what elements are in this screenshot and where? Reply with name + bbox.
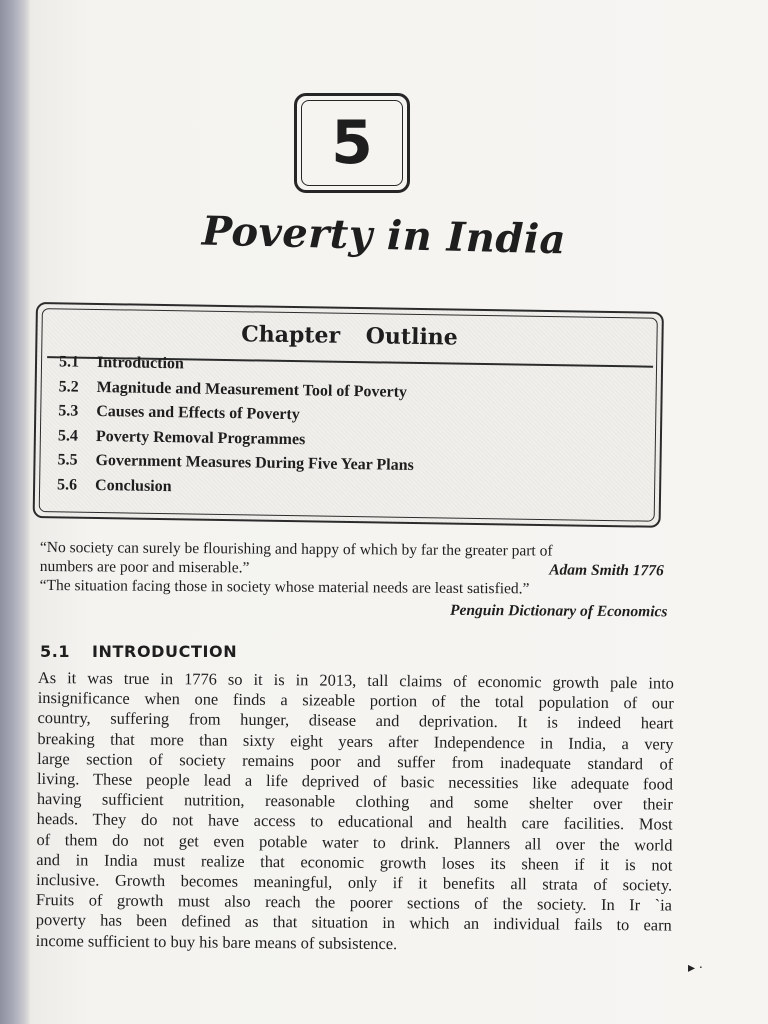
quote-text: “The situation facing those in society whose material needs are least satisfied.” [39, 576, 530, 598]
outline-item-label: Causes and Effects of Poverty [96, 402, 300, 424]
page-marks: ▸ · [688, 961, 704, 976]
outline-item-number: 5.1 [58, 353, 80, 371]
chapter-number: 5 [331, 108, 373, 178]
outline-item-number: 5.3 [58, 402, 79, 420]
outline-item-number: 5.6 [57, 475, 78, 494]
body-line: heads. They do not have access to educational and health care facilities. Most [36, 809, 673, 834]
outline-item-label: Introduction [96, 353, 185, 373]
body-line: Fruits of growth must also reach the poorer sections of the society. In Ir `ia [35, 890, 673, 915]
outline-item-label: Magnitude and Measurement Tool of Poverty [96, 378, 408, 401]
epigraph-quotes [39, 538, 668, 621]
body-line: having sufficient nutrition, reasonable clothing and some shelter over their [36, 789, 673, 814]
body-line: large section of society remains poor and suffer from inadequate standard of [37, 748, 674, 774]
outline-item-number: 5.2 [58, 377, 79, 396]
outline-heading: Chapter Outline [241, 321, 458, 351]
outline-item-number: 5.5 [57, 451, 78, 469]
body-line: of them do not get even potable water to drink. Planners all over the world [36, 829, 673, 855]
body-line: poverty has been defined as that situation in which an individual fails to earn [35, 910, 672, 935]
body-line: income sufficient to buy his bare means of subsistence. [35, 930, 398, 953]
outline-item-label: Government Measures During Five Year Plans [95, 451, 414, 474]
section-heading [40, 642, 237, 661]
chapter-number-box [294, 93, 410, 193]
quote-author: Penguin Dictionary of Economics [449, 601, 668, 621]
body-line: living. These people lead a life deprived of basic necessities like adequate food [36, 769, 674, 794]
section-title: INTRODUCTION [92, 642, 238, 661]
chapter-title: Poverty in India [201, 207, 567, 264]
outline-item-number: 5.4 [57, 426, 79, 445]
body-line: country, suffering from hunger, disease and deprivation. It is indeed heart [37, 708, 674, 733]
quote-text: numbers are poor and miserable.” [39, 557, 250, 577]
body-line: As it was true in 1776 so it is in 2013, tall claims of economic growth pale into [37, 668, 674, 693]
body-line: breaking that more than sixty eight years after Independence in India, a very [37, 728, 674, 754]
outline-list [57, 350, 651, 506]
quote-author: Adam Smith 1776 [549, 561, 664, 580]
quote-text: “No society can surely be flourishing and happy of which by far the greater part of [39, 539, 553, 560]
section-number: 5.1 [40, 642, 71, 661]
outline-item-label: Poverty Removal Programmes [95, 427, 306, 448]
body-line: insignificance when one finds a sizeable portion of the total population of our [37, 688, 674, 713]
book-spine-shadow [0, 0, 30, 1024]
outline-item-label: Conclusion [95, 476, 172, 495]
chapter-outline-box [33, 302, 664, 528]
section-body [36, 668, 674, 956]
body-line: inclusive. Growth becomes meaningful, only if it benefits all strata of society. [36, 870, 673, 895]
body-line: and in India must realize that economic growth loses its sheen if it is not [36, 849, 673, 875]
